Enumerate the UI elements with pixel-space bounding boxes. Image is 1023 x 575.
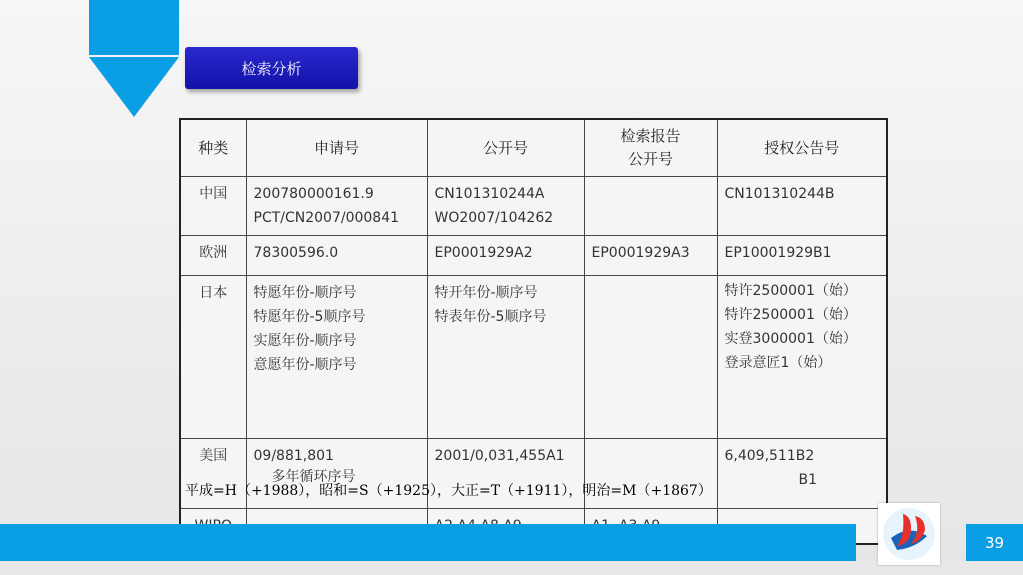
footer-strip [0,561,1023,575]
title-button[interactable]: 检索分析 [185,47,358,89]
table-row [180,177,887,236]
cell-line: WO2007/104262 [434,210,554,226]
cell-line: EP10001929B1 [724,245,832,261]
table-row [180,276,887,439]
cell-line: 09/881,801 [253,448,334,464]
row-grant [717,439,887,509]
cell-line: 特愿年份-顺序号 [253,285,357,301]
row-application [246,276,427,439]
cell-line: 特愿年份-5顺序号 [253,309,366,325]
cell-line: 特许2500001（始） [724,307,857,323]
row-category: 美国 [180,439,246,509]
cell-line: 多年循环序号 [271,469,356,485]
row-grant [717,276,887,439]
row-application [246,177,427,236]
table-row [180,236,887,276]
row-grant [717,177,887,236]
cell-line: 2001/0,031,455A1 [434,448,565,464]
cell-line: 6,409,511B2 [724,448,815,464]
company-logo-icon [878,503,940,565]
header-search-report-line2: 公开号 [627,150,673,168]
row-publication [427,236,584,276]
row-category: 日本 [180,276,246,439]
cell-line: 特许2500001（始） [724,283,857,299]
cell-line: CN101310244B [724,186,835,202]
cell-line: EP0001929A2 [434,245,533,261]
cell-line: 特表年份-5顺序号 [434,309,547,325]
era-conversion-note: 平成=H（+1988），昭和=S（+1925），大正=T（+1911），明治=M（+1867） [185,483,712,499]
header-publication-number: 公开号 [427,119,584,177]
cell-line: 意愿年份-顺序号 [253,357,357,373]
row-grant [717,236,887,276]
header-search-report-line1: 检索报告 [620,127,681,145]
cell-line: 78300596.0 [253,245,339,261]
row-publication [427,177,584,236]
header-grant-number: 授权公告号 [717,119,887,177]
header-application-number: 申请号 [246,119,427,177]
cell-line: PCT/CN2007/000841 [253,210,400,226]
table-header-row [180,119,887,177]
cell-line: CN101310244A [434,186,545,202]
footer-bar [0,524,856,561]
row-publication [427,276,584,439]
row-search-report [584,177,717,236]
cell-line: EP0001929A3 [591,245,690,261]
cell-line: 实登3000001（始） [724,331,857,347]
cell-line: 200780000161.9 [253,186,374,202]
row-category: 欧洲 [180,236,246,276]
header-category: 种类 [180,119,246,177]
cell-line: 登录意匠1（始） [724,355,832,371]
row-category: 中国 [180,177,246,236]
row-search-report [584,236,717,276]
cell-line: B1 [798,472,817,488]
row-application [246,236,427,276]
cell-line: 特开年份-顺序号 [434,285,538,301]
decorative-chevron [89,57,179,117]
cell-line: 实愿年份-顺序号 [253,333,357,349]
row-search-report [584,276,717,439]
decorative-bar [89,0,179,55]
page-number: 39 [966,524,1023,561]
header-search-report [584,119,717,177]
